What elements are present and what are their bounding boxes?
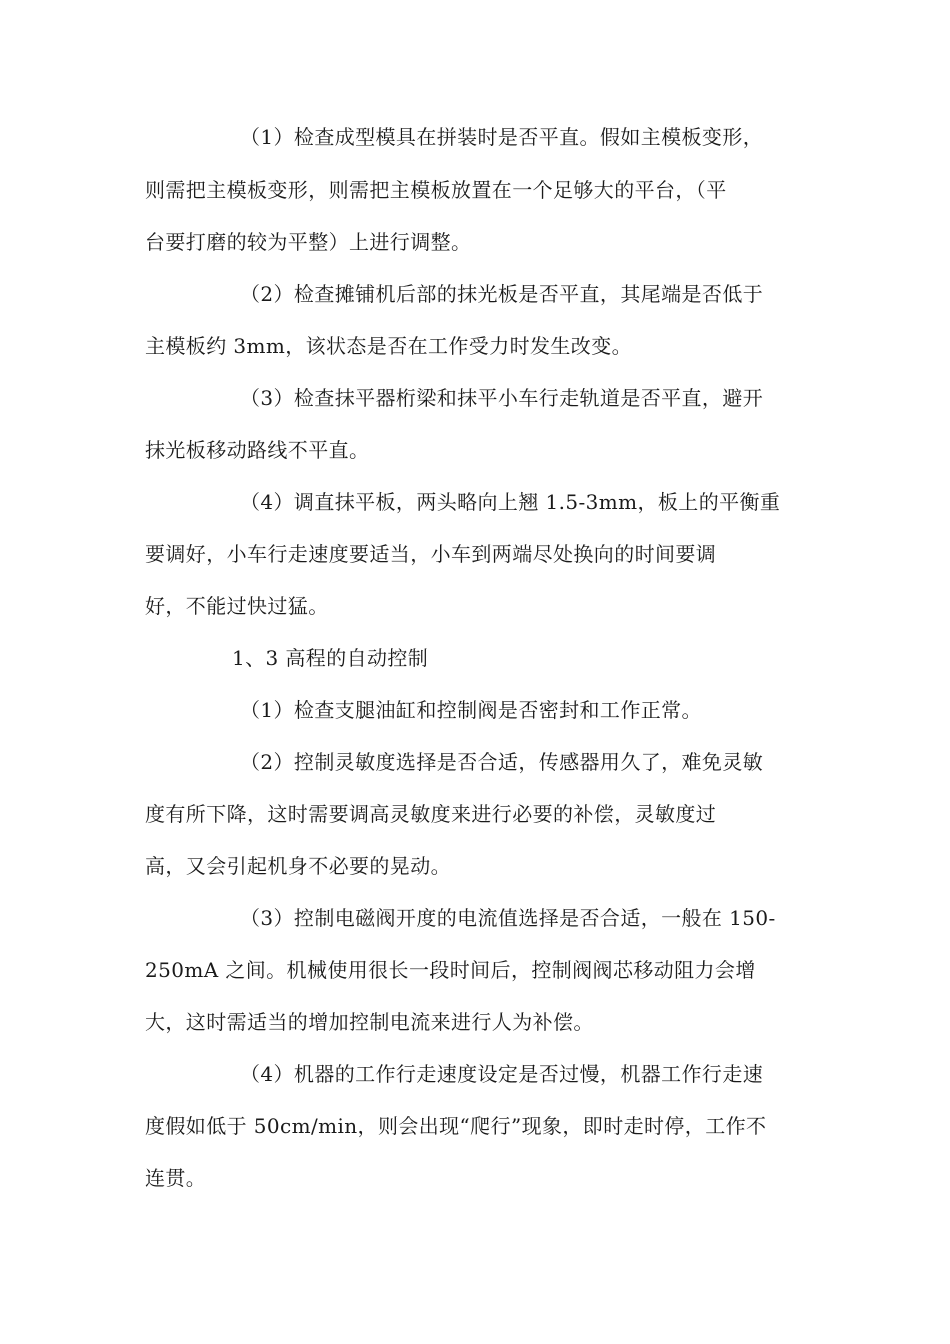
paragraph-line: （2）控制灵敏度选择是否合适，传感器用久了，难免灵敏 (240, 750, 764, 774)
paragraph-line: （1）检查成型模具在拼装时是否平直。假如主模板变形， (240, 125, 764, 149)
paragraph-line: 度有所下降，这时需要调高灵敏度来进行必要的补偿，灵敏度过 (145, 802, 717, 826)
paragraph-line: 则需把主模板变形，则需把主模板放置在一个足够大的平台，（平 (145, 178, 727, 202)
paragraph-line: （2）检查摊铺机后部的抹光板是否平直，其尾端是否低于 (240, 282, 764, 306)
paragraph-line: 连贯。 (145, 1166, 207, 1190)
paragraph-line: 高，又会引起机身不必要的晃动。 (145, 854, 451, 878)
paragraph-line: 250mA 之间。机械使用很长一段时间后，控制阀阀芯移动阻力会增 (145, 958, 756, 982)
paragraph-line: 台要打磨的较为平整）上进行调整。 (145, 230, 472, 254)
paragraph-line: 要调好，小车行走速度要适当，小车到两端尽处换向的时间要调 (145, 542, 717, 566)
paragraph-line: 度假如低于 50cm/min，则会出现“爬行”现象，即时走时停，工作不 (145, 1114, 767, 1138)
paragraph-line: （4）调直抹平板，两头略向上翘 1.5-3mm，板上的平衡重 (240, 490, 781, 514)
paragraph-line: （3）检查抹平器桁梁和抹平小车行走轨道是否平直，避开 (240, 386, 764, 410)
paragraph-line: 大，这时需适当的增加控制电流来进行人为补偿。 (145, 1010, 594, 1034)
paragraph-line: （3）控制电磁阀开度的电流值选择是否合适，一般在 150- (240, 906, 776, 930)
paragraph-line: （4）机器的工作行走速度设定是否过慢，机器工作行走速 (240, 1062, 764, 1086)
paragraph-line: 好，不能过快过猛。 (145, 594, 329, 618)
paragraph-line: （1）检查支腿油缸和控制阀是否密封和工作正常。 (240, 698, 702, 722)
paragraph-line: 抹光板移动路线不平直。 (145, 438, 370, 462)
section-heading: 1、3 高程的自动控制 (232, 646, 429, 670)
paragraph-line: 主模板约 3mm，该状态是否在工作受力时发生改变。 (145, 334, 633, 358)
